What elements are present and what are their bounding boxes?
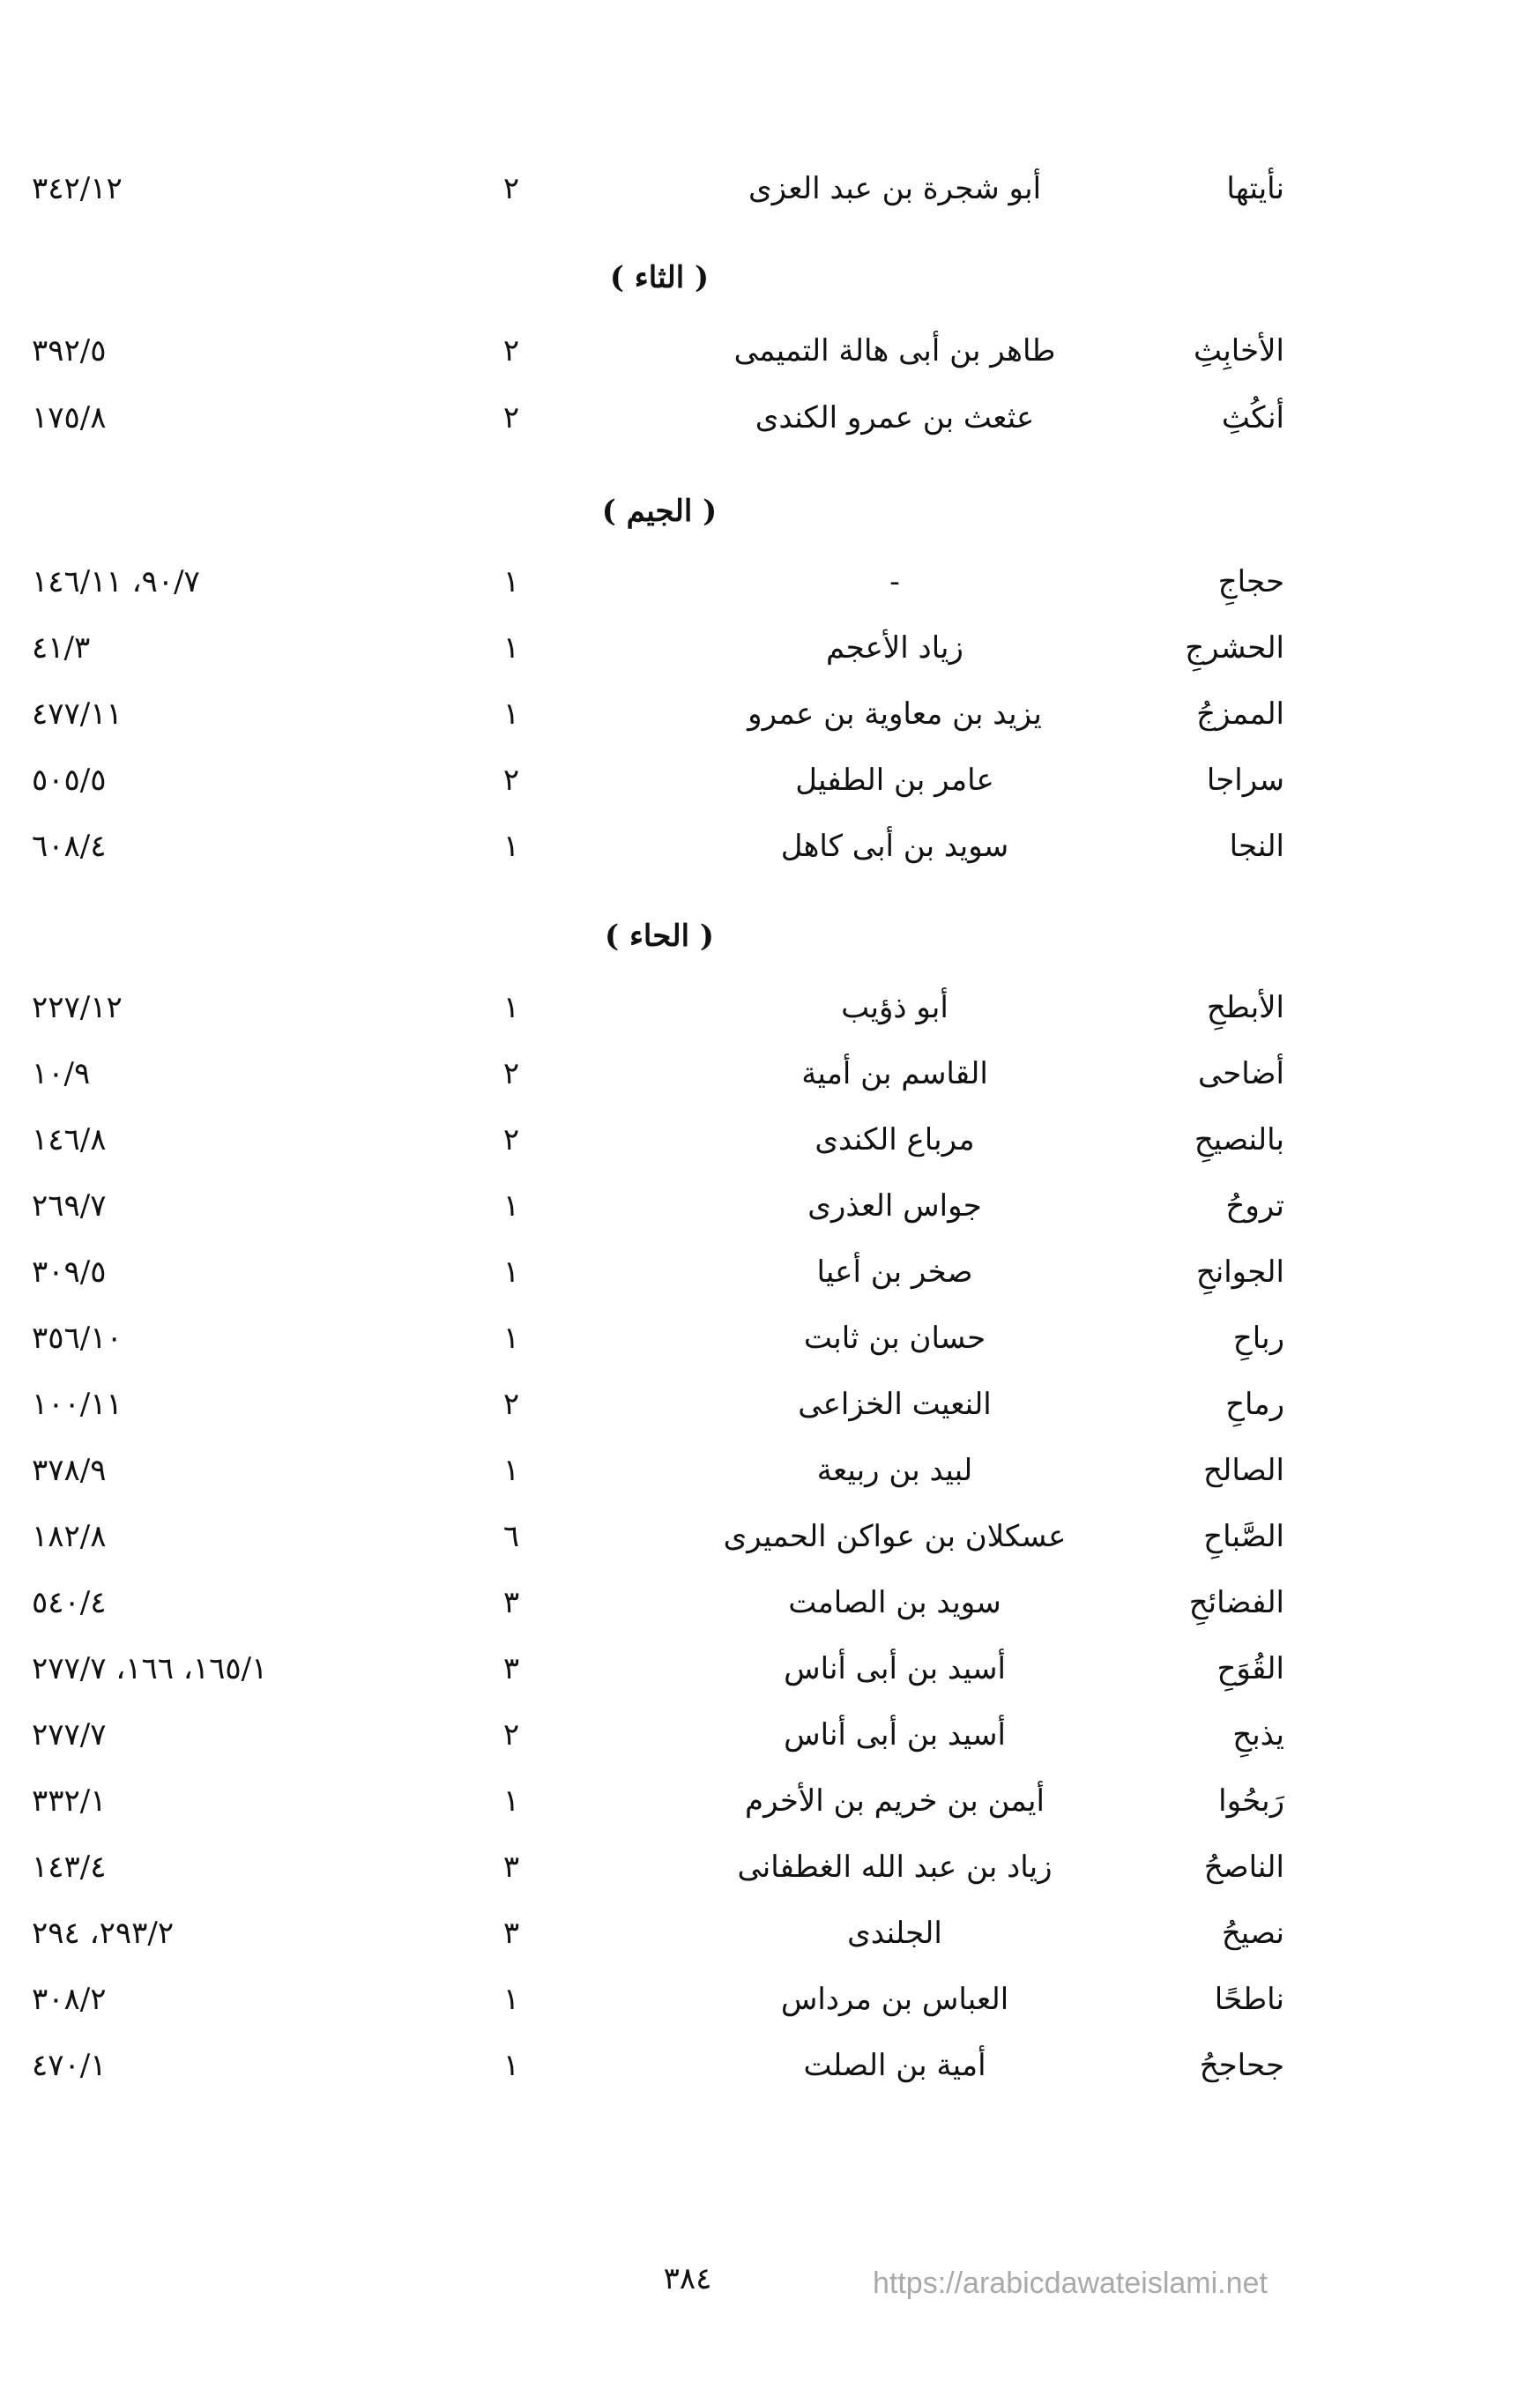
poet-name: أبو شجرة بن عبد العزى	[748, 171, 1042, 206]
verse-count: ٢	[502, 1717, 520, 1753]
section-title: ( الثاء )	[609, 260, 710, 295]
section-heading-tha	[0, 247, 1540, 309]
table-row	[0, 1305, 1540, 1372]
verse-count: ٣	[502, 1585, 520, 1620]
verse-count: ٣	[502, 1651, 520, 1686]
table-row	[0, 974, 1540, 1041]
watermark-url: https://arabicdawateislami.net	[873, 2266, 1268, 2300]
page-reference: ١٤٣/٤	[32, 1850, 107, 1885]
table-row	[0, 681, 1540, 748]
verse-count: ١	[502, 564, 520, 599]
page-reference: ٩٠/٧، ١٤٦/١١	[32, 564, 200, 599]
poet-name: الجلندى	[847, 1916, 942, 1951]
table-row	[0, 548, 1540, 615]
page-reference: ٣٥٦/١٠	[32, 1321, 123, 1356]
verse-count: ٦	[502, 1519, 520, 1554]
verse-count: ١	[502, 1982, 520, 2017]
page-reference: ٤١/٣	[32, 630, 91, 666]
table-row	[0, 384, 1540, 451]
poet-name: أيمن بن خريم بن الأخرم	[745, 1783, 1045, 1819]
rhyme-word: نأيتها	[1226, 171, 1284, 206]
page-reference: ٦٠٨/٤	[32, 829, 107, 864]
verse-count: ٢	[502, 171, 520, 206]
poet-name: عثعث بن عمرو الكندى	[755, 400, 1035, 435]
poet-name: سويد بن أبى كاهل	[780, 829, 1009, 864]
page-reference: ٣٧٨/٩	[32, 1453, 107, 1488]
poet-name: عامر بن الطفيل	[795, 763, 994, 798]
table-row	[0, 1966, 1540, 2033]
page-reference: ٥٠٥/٥	[32, 763, 107, 798]
poet-name: أمية بن الصلت	[803, 2048, 986, 2083]
page-reference: ١٧٥/٨	[32, 400, 107, 435]
rhyme-word: يذبحِ	[1232, 1717, 1284, 1753]
page-reference: ١٠/٩	[32, 1056, 91, 1091]
table-row	[0, 1172, 1540, 1239]
rhyme-word: أنكُثِ	[1221, 400, 1284, 435]
poet-name: صخر بن أعيا	[816, 1254, 973, 1290]
verse-count: ١	[502, 990, 520, 1025]
poet-name: النعيت الخزاعى	[798, 1387, 992, 1422]
table-row	[0, 1701, 1540, 1768]
rhyme-word: رَبحُوا	[1218, 1783, 1284, 1819]
poet-name: القاسم بن أمية	[801, 1056, 988, 1091]
table-row	[0, 1437, 1540, 1504]
page-reference: ١٤٦/٨	[32, 1122, 107, 1157]
rhyme-word: جحاجحُ	[1199, 2048, 1284, 2083]
rhyme-word: الممزجُ	[1196, 696, 1284, 732]
poet-name: يزيد بن معاوية بن عمرو	[748, 696, 1042, 732]
rhyme-word: الحشرجِ	[1185, 630, 1284, 666]
rhyme-word: أضاحى	[1197, 1056, 1284, 1091]
poet-name: زياد الأعجم	[826, 630, 963, 666]
page-reference: ١٠٠/١١	[32, 1387, 123, 1422]
verse-count: ٣	[502, 1850, 520, 1885]
poet-name: طاهر بن أبى هالة التميمى	[733, 333, 1056, 368]
page-reference: ٣٠٩/٥	[32, 1254, 107, 1290]
page-reference: ٣٤٢/١٢	[32, 171, 123, 206]
rhyme-word: الصالح	[1203, 1453, 1284, 1488]
rhyme-word: الجوانحِ	[1195, 1254, 1284, 1290]
page-reference: ٣٠٨/٢	[32, 1982, 107, 2017]
page-reference: ١٨٢/٨	[32, 1519, 107, 1554]
verse-count: ٣	[502, 1916, 520, 1951]
verse-count: ٢	[502, 1122, 520, 1157]
poet-name: أسيد بن أبى أناس	[784, 1717, 1006, 1753]
page-reference: ٣٣٢/١	[32, 1783, 107, 1819]
page-reference: ١٦٥/١، ١٦٦، ٢٧٧/٧	[32, 1651, 268, 1686]
table-row	[0, 747, 1540, 814]
table-row	[0, 1768, 1540, 1835]
table-row	[0, 1900, 1540, 1967]
rhyme-word: بالنصيحِ	[1194, 1122, 1284, 1157]
verse-count: ١	[502, 696, 520, 732]
table-row	[0, 155, 1540, 222]
poet-name: أبو ذؤيب	[841, 990, 949, 1025]
table-row	[0, 2032, 1540, 2099]
page-reference: ٢٦٩/٧	[32, 1188, 107, 1224]
table-row	[0, 1239, 1540, 1306]
rhyme-word: القُوَحِ	[1216, 1651, 1284, 1686]
poet-name: حسان بن ثابت	[803, 1321, 986, 1356]
rhyme-word: تروحُ	[1225, 1188, 1284, 1224]
section-title: ( الجيم )	[601, 494, 718, 529]
verse-count: ١	[502, 1188, 520, 1224]
poet-name: عسكلان بن عواكن الحميرى	[723, 1519, 1067, 1554]
page-reference: ٢٢٧/١٢	[32, 990, 123, 1025]
verse-count: ١	[502, 1783, 520, 1819]
rhyme-word: رماحِ	[1225, 1387, 1284, 1422]
verse-count: ١	[502, 2048, 520, 2083]
poet-name: لبيد بن ربيعة	[816, 1453, 973, 1488]
page-reference: ٣٩٢/٥	[32, 333, 107, 368]
poet-name: زياد بن عبد الله الغطفانى	[737, 1850, 1053, 1885]
verse-count: ٢	[502, 1387, 520, 1422]
rhyme-word: ناطحًا	[1214, 1982, 1284, 2017]
table-row	[0, 1503, 1540, 1570]
poet-name: سويد بن الصامت	[788, 1585, 1001, 1620]
page-reference: ٢٧٧/٧	[32, 1717, 107, 1753]
table-row	[0, 1106, 1540, 1173]
section-heading-jeem	[0, 480, 1540, 542]
table-row	[0, 1635, 1540, 1702]
table-row	[0, 813, 1540, 880]
rhyme-word: الأخابِثِ	[1193, 333, 1284, 368]
page-number: ٣٨٤	[663, 2261, 712, 2296]
page-reference: ٤٧٧/١١	[32, 696, 123, 732]
table-row	[0, 614, 1540, 681]
table-row	[0, 317, 1540, 384]
poet-name: أسيد بن أبى أناس	[784, 1651, 1006, 1686]
rhyme-word: الأبطحِ	[1206, 990, 1284, 1025]
rhyme-word: الناصحُ	[1203, 1850, 1284, 1885]
page-reference: ٤٧٠/١	[32, 2048, 107, 2083]
rhyme-word: نصيحُ	[1221, 1916, 1284, 1951]
table-row	[0, 1569, 1540, 1636]
poet-name: جواس العذرى	[807, 1188, 982, 1224]
rhyme-word: حجاجِ	[1217, 564, 1284, 599]
poet-name: العباس بن مرداس	[780, 1982, 1009, 2017]
poet-name: -	[889, 564, 900, 599]
section-heading-haa	[0, 905, 1540, 967]
section-title: ( الحاء )	[605, 919, 714, 954]
table-row	[0, 1040, 1540, 1107]
verse-count: ٢	[502, 333, 520, 368]
verse-count: ١	[502, 1254, 520, 1290]
verse-count: ١	[502, 1321, 520, 1356]
rhyme-word: الصَّباحِ	[1203, 1519, 1284, 1554]
verse-count: ٢	[502, 763, 520, 798]
verse-count: ١	[502, 1453, 520, 1488]
rhyme-word: الفضائحِ	[1188, 1585, 1284, 1620]
poet-name: مرباع الكندى	[815, 1122, 975, 1157]
page-reference: ٥٤٠/٤	[32, 1585, 107, 1620]
page-reference: ٢٩٣/٢، ٢٩٤	[32, 1916, 175, 1951]
rhyme-word: النجا	[1229, 829, 1284, 864]
verse-count: ٢	[502, 1056, 520, 1091]
rhyme-word: رباحِ	[1232, 1321, 1284, 1356]
table-row	[0, 1371, 1540, 1438]
verse-count: ٢	[502, 400, 520, 435]
table-row	[0, 1834, 1540, 1901]
verse-count: ١	[502, 829, 520, 864]
rhyme-word: سراجا	[1206, 763, 1284, 798]
verse-count: ١	[502, 630, 520, 666]
